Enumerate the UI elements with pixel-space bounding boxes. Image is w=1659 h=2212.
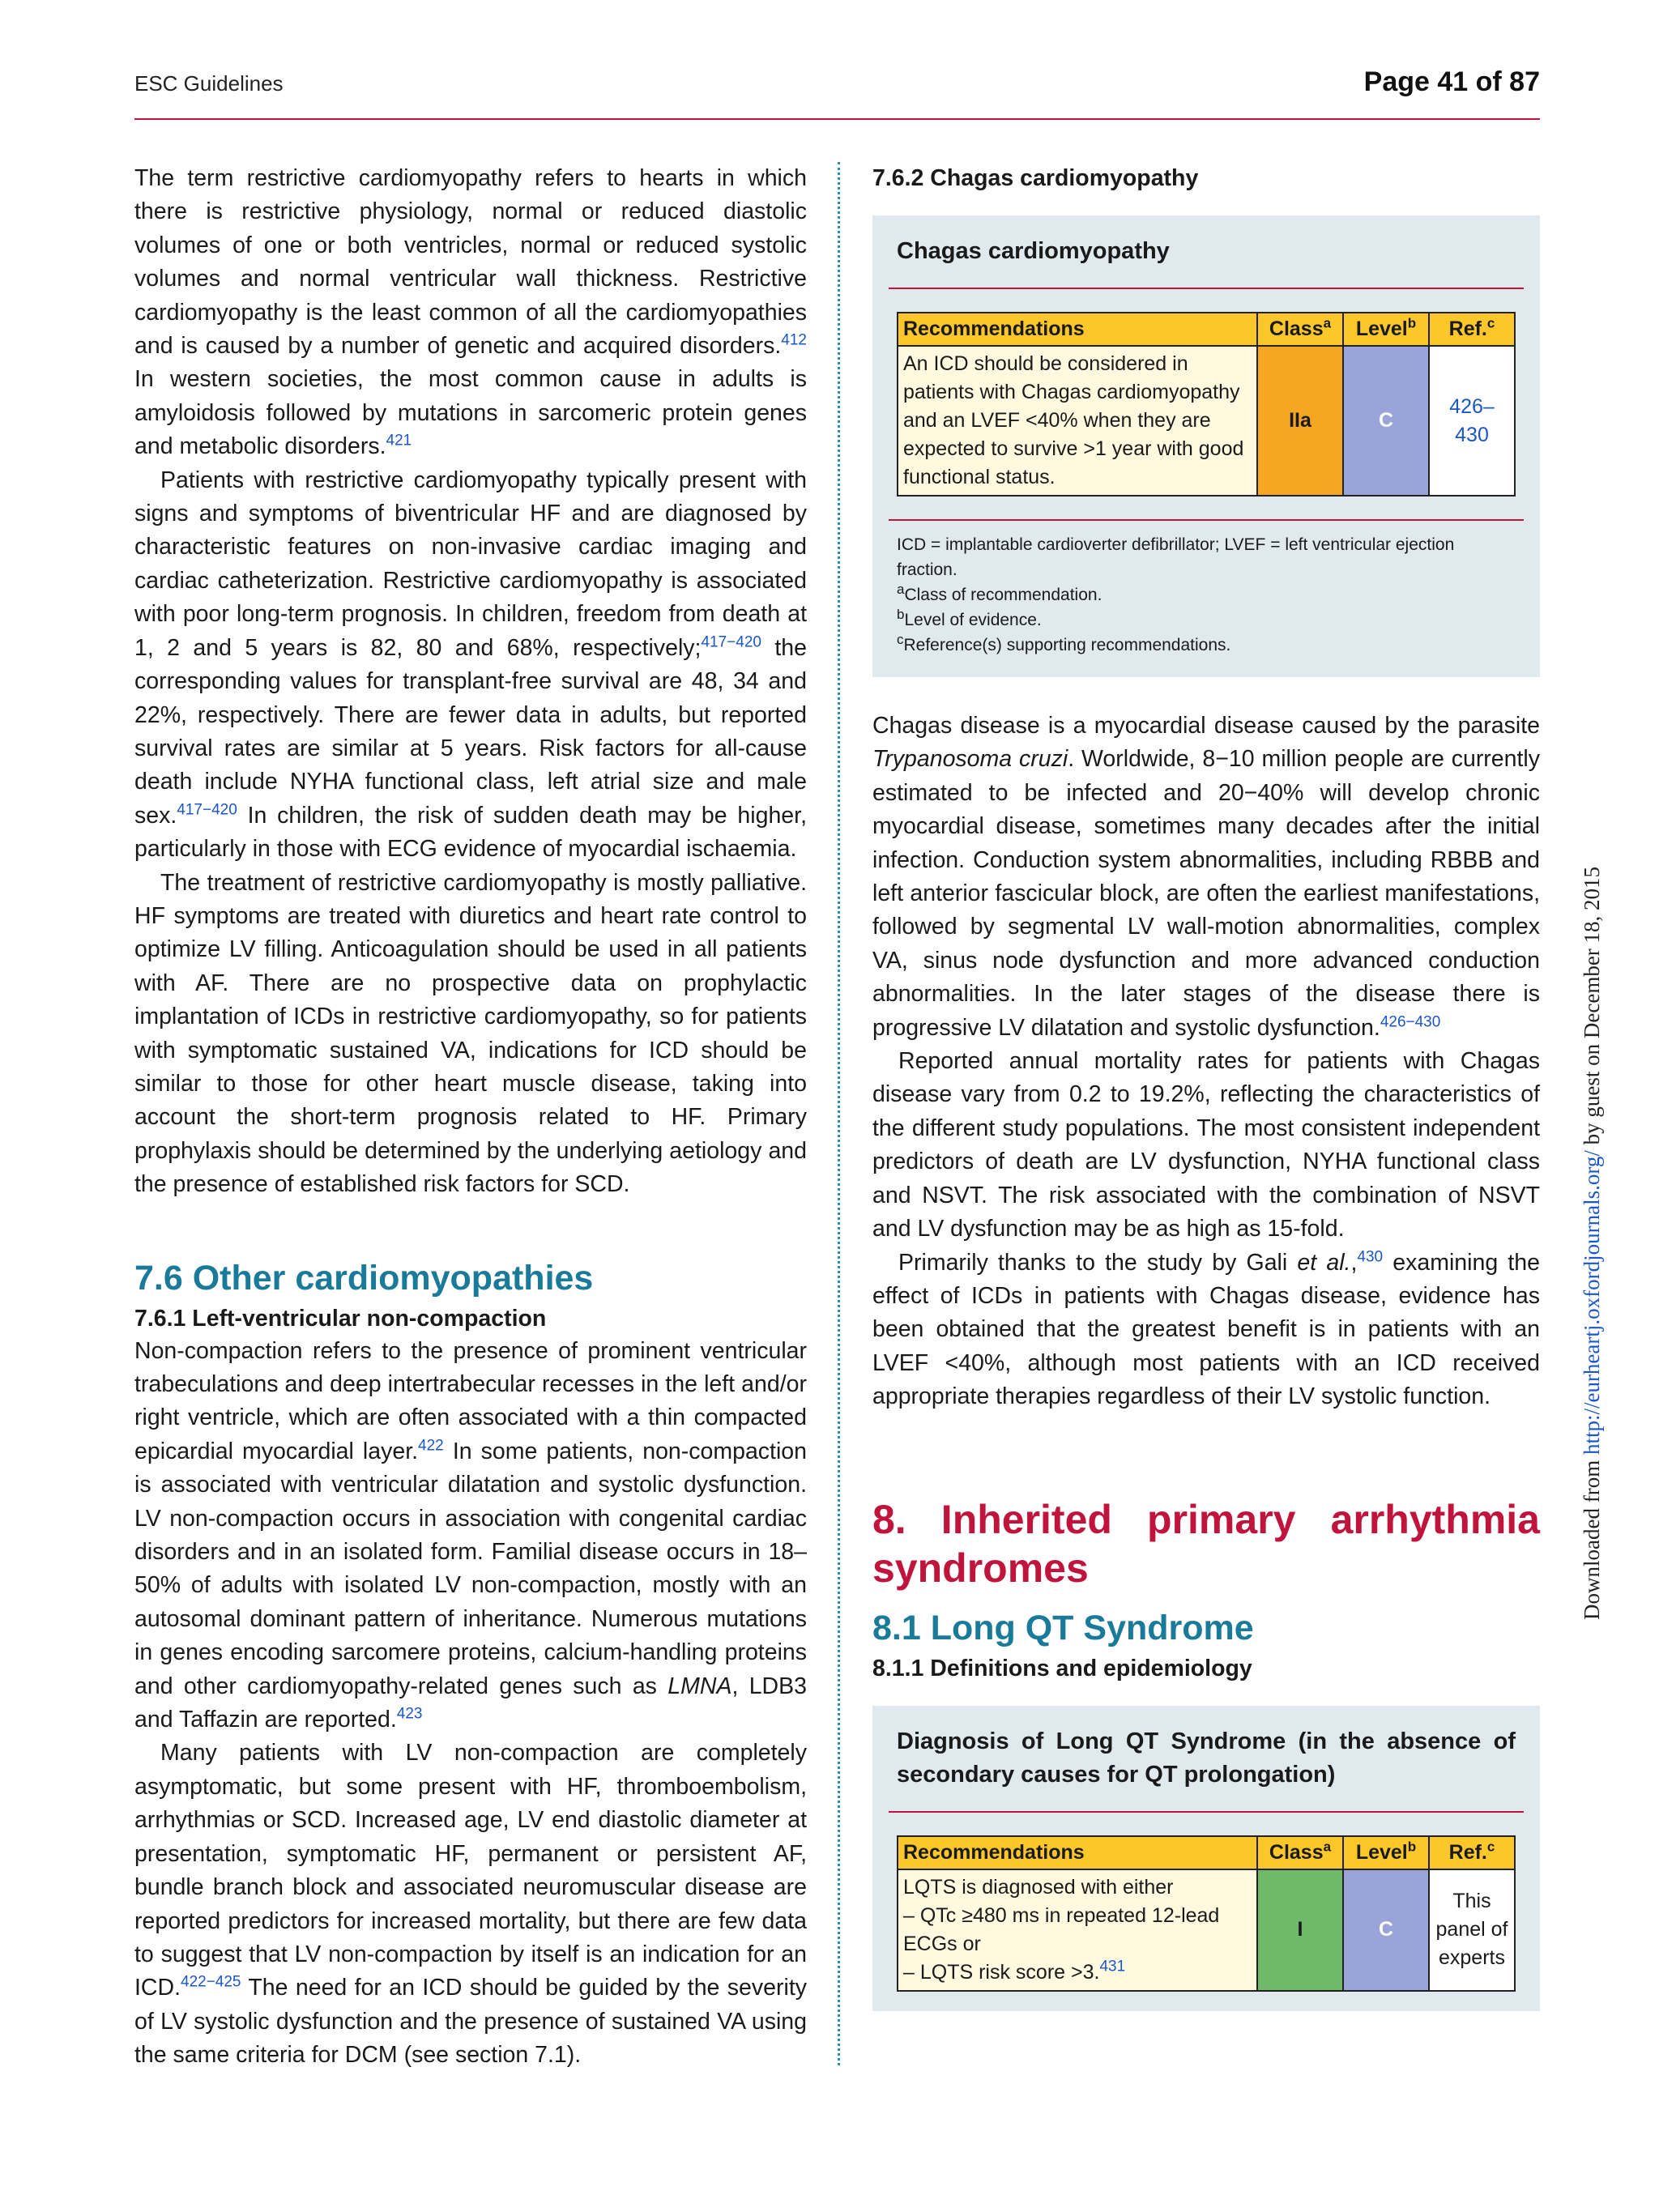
section-heading: 8.1 Long QT Syndrome xyxy=(872,1608,1254,1647)
right-column xyxy=(872,162,1540,2011)
header-recommendations: Recommendations xyxy=(898,1836,1257,1869)
page-number: Page 41 of 87 xyxy=(1363,66,1540,97)
recommendation-table xyxy=(897,1835,1516,1992)
subsection-heading: 7.6.1 Left-ventricular non-compaction xyxy=(134,1305,547,1332)
class-cell: I xyxy=(1257,1869,1343,1991)
ref-cell[interactable]: 426–430 xyxy=(1429,346,1515,496)
citation-link[interactable]: 422−425 xyxy=(181,1973,241,1991)
paragraph: Non-compaction refers to the presence of prominent ventricular trabeculations and deep intertrabecular recesses in the left and/or right ventricle, which are often associated with a thin compacted epicardial myocardial layer.$^{422}$ In some patients, non-compaction is associated with ventricular dilatation and systolic dysfunction. LV non-compaction occurs in association with congenital cardiac disorders and in an isolated form. Familial disease occurs in 18–50% of adults with isolated LV non-compaction, mostly with an autosomal dominant pattern of inheritance. Numerous mutations in genes encoding sarcomere proteins, calcium-handling proteins and other cardiomyopathy-related genes such as LMNA, LDB3 and Taffazin are reported.$^{423}$ xyxy=(134,1337,807,1733)
section-heading: 7.6 Other cardiomyopathies xyxy=(134,1258,594,1298)
class-cell: IIa xyxy=(1257,346,1343,496)
box-title: Chagas cardiomyopathy xyxy=(897,238,1170,264)
citation-link[interactable]: 423 xyxy=(396,1705,423,1723)
citation-link[interactable]: 412 xyxy=(781,331,807,349)
page-header xyxy=(134,66,1540,120)
paragraph: The term restrictive cardiomyopathy refers to hearts in which there is restrictive physiology, normal or reduced diastolic volumes of one or both ventricles, normal or reduced systolic volumes and normal ventricular wall thickness. Restrictive cardiomyopathy is the least common of all the cardiomyopathies and is caused by a number of genetic and acquired disorders.$^{412}$ In western societies, the most common cause in adults is amyloidosis followed by mutations in sarcomeric protein genes and metabolic disorders.$^{421}$ xyxy=(134,165,807,460)
citation-link[interactable]: 431 xyxy=(1099,1958,1126,1975)
recommendation-box-chagas xyxy=(872,215,1540,677)
citation-link[interactable]: 426−430 xyxy=(1380,1013,1441,1031)
ref-cell: This panel of experts xyxy=(1429,1869,1515,1991)
column-divider xyxy=(838,162,840,2065)
header-ref: Ref.$^c$ xyxy=(1429,1836,1515,1869)
footnote: ICD = implantable cardioverter defibrillator; LVEF = left ventricular ejection fraction. xyxy=(897,535,1455,579)
journal-name: ESC Guidelines xyxy=(134,71,284,96)
header-class: Class$^a$ xyxy=(1257,1836,1343,1869)
level-cell: C xyxy=(1343,1869,1429,1991)
level-cell: C xyxy=(1343,346,1429,496)
recommendation-box-lqts xyxy=(872,1706,1540,2011)
paragraph: The treatment of restrictive cardiomyopathy is mostly palliative. HF symptoms are treated with diuretics and heart rate control to optimize LV filling. Anticoagulation should be used in all patients with AF. There are no prospective data on prophylactic implantation of ICDs in restrictive cardiomyopathy, so for patients with symptomatic sustained VA, indications for ICD should be similar to those for other heart muscle disease, taking into account the short-term prognosis related to HF. Primary prophylaxis should be determined by the underlying aetiology and the presence of established risk factors for SCD. xyxy=(134,869,807,1198)
paragraph: Many patients with LV non-compaction are completely asymptomatic, but some present with HF, thromboembolism, arrhythmias or SCD. Increased age, LV end diastolic diameter at presentation, symptomatic HF, permanent or persistent AF, bundle branch block and associated neuromuscular disease are reported predictors for increased mortality, but there are few data to suggest that LV non-compaction by itself is an indication for an ICD.$^{422-425}$ The need for an ICD should be guided by the severity of LV systolic dysfunction and the presence of sustained VA using the same criteria for DCM (see section 7.1). xyxy=(134,1740,807,2069)
recommendation-table xyxy=(897,312,1516,497)
recommendation-text: LQTS is diagnosed with either – QTc ≥480 ms in repeated 12-lead ECGs or – LQTS risk score >3.$^{431}$ xyxy=(898,1869,1257,1991)
paragraph: Reported annual mortality rates for patients with Chagas disease vary from 0.2 to 19.2%, reflecting the characteristics of the different study populations. The most consistent independent predictors of death are LV dysfunction, NYHA functional class and NSVT. The risk associated with the combination of NSVT and LV dysfunction may be as high as 15-fold. xyxy=(872,1048,1540,1242)
header-level: Level$^b$ xyxy=(1343,1836,1429,1869)
table-footnotes xyxy=(872,521,1540,677)
header-level: Level$^b$ xyxy=(1343,313,1429,346)
header-class: Class$^a$ xyxy=(1257,313,1343,346)
footnote: $^c$Reference(s) supporting recommendations. xyxy=(897,632,1231,654)
box-title: Diagnosis of Long QT Syndrome (in the absence of secondary causes for QT prolongation) xyxy=(897,1728,1516,1788)
download-sidebar: Downloaded from http://eurheartj.oxfordjournals.org/ by guest on December 18, 2015 xyxy=(1580,866,1604,1620)
subsection-heading: 8.1.1 Definitions and epidemiology xyxy=(872,1655,1252,1681)
paragraph: Patients with restrictive cardiomyopathy typically present with signs and symptoms of biventricular HF and are diagnosed by characteristic features on non-invasive cardiac imaging and cardiac catheterization. Restrictive cardiomyopathy is associated with poor long-term prognosis. In children, freedom from death at 1, 2 and 5 years is 82, 80 and 68%, respectively;$^{417-420}$ the corresponding values for transplant-free survival are 48, 34 and 22%, respectively. There are fewer data in adults, but reported survival rates are similar at 5 years. Risk factors for all-cause death include NYHA functional class, left atrial size and male sex.$^{417-420}$ In children, the risk of sudden death may be higher, particularly in those with ECG evidence of myocardial ischaemia. xyxy=(134,467,807,863)
recommendation-text: An ICD should be considered in patients with Chagas cardiomyopathy and an LVEF <40% when they are expected to survive >1 year with good functional status. xyxy=(898,346,1257,496)
citation-link[interactable]: 430 xyxy=(1357,1248,1384,1265)
subsection-heading: 7.6.2 Chagas cardiomyopathy xyxy=(872,165,1199,191)
paragraph: Primarily thanks to the study by Gali et al.,$^{430}$ examining the effect of ICDs in patients with Chagas disease, evidence has been obtained that the greatest benefit is in patients with an LVEF <40%, although most patients with an ICD received appropriate therapies regardless of their LV systolic function. xyxy=(872,1248,1540,1410)
footnote: $^b$Level of evidence. xyxy=(897,607,1042,629)
citation-link[interactable]: 421 xyxy=(386,432,412,450)
header-ref: Ref.$^c$ xyxy=(1429,313,1515,346)
left-column xyxy=(134,162,807,2073)
header-recommendations: Recommendations xyxy=(898,313,1257,346)
citation-link[interactable]: 422 xyxy=(418,1437,444,1455)
source-link[interactable]: http://eurheartj.oxfordjournals.org/ xyxy=(1580,1150,1604,1455)
footnote: $^a$Class of recommendation. xyxy=(897,582,1102,604)
citation-link[interactable]: 417−420 xyxy=(177,801,237,819)
citation-link[interactable]: 417−420 xyxy=(701,633,761,651)
paragraph: Chagas disease is a myocardial disease caused by the parasite Trypanosoma cruzi. Worldwide, 8−10 million people are currently estimated to be infected and 20−40% will develop chronic myocardial disease, sometimes many decades after the initial infection. Conduction system abnormalities, including RBBB and left anterior fascicular block, are often the earliest manifestations, followed by segmental LV wall-motion abnormalities, complex VA, sinus node dysfunction and more advanced conduction abnormalities. In the later stages of the disease there is progressive LV dilatation and systolic dysfunction.$^{426-430}$ xyxy=(872,713,1540,1041)
chapter-heading: 8. Inherited primary arrhythmia syndromes xyxy=(872,1496,1540,1591)
